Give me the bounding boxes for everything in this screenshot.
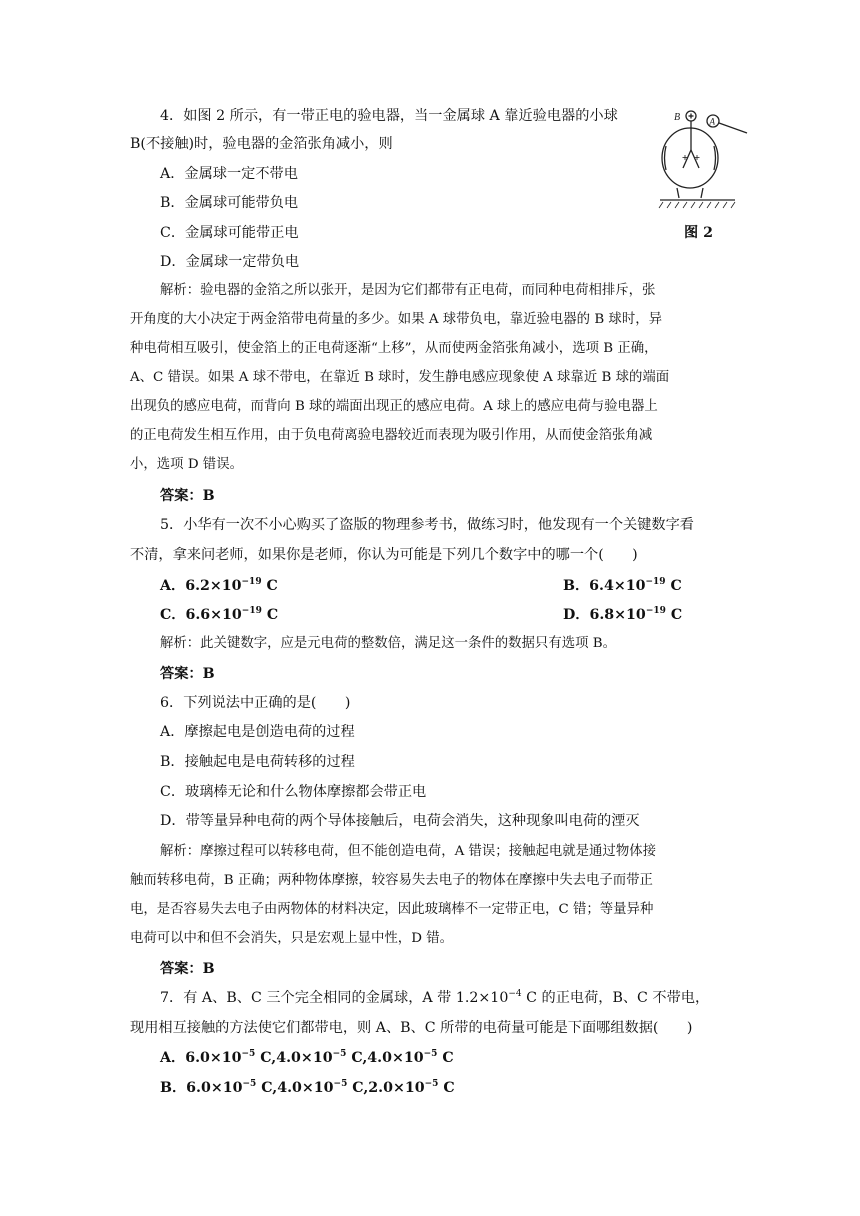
figure-label-a: A [709,116,715,127]
q4-stem-line-2: B(不接触)时，验电器的金箔张角减小，则 [130,136,393,152]
electroscope-foil-left [683,150,691,168]
q5-option-a: A．$6.2\times 10^{-19}$ C [160,577,278,594]
q5-options-row-1 [160,576,682,596]
q4-analysis-line-1: 解析：验电器的金箔之所以张开，是因为它们都带有正电荷，而同种电荷相排斥，张 [160,283,656,298]
figure-caption: 图 2 [684,225,713,241]
q6-analysis-line-2: 触而转移电荷，B 正确；两种物体摩擦，较容易失去电子的物体在摩擦中失去电子而带正 [130,873,653,888]
q6-analysis-line-1: 解析：摩擦过程可以转移电荷，但不能创造电荷，A 错误；接触起电就是通过物体接 [160,844,656,859]
q6-analysis-line-4: 电荷可以中和但不会消失，只是宏观上显中性，D 错。 [130,931,453,946]
q6-option-c: C．玻璃棒无论和什么物体摩擦都会带正电 [160,784,427,800]
electroscope-figure [655,106,755,212]
q5-stem-line-2: 不清，拿来问老师，如果你是老师，你认为可能是下列几个数字中的哪一个( ) [130,547,638,563]
q4-option-b: B．金属球可能带负电 [160,195,299,211]
q4-stem-line-1: 4．如图 2 所示，有一带正电的验电器，当一金属球 A 靠近验电器的小球 [160,108,618,124]
q4-analysis-line-7: 小，选项 D 错误。 [130,457,243,472]
q6-analysis-line-3: 电，是否容易失去电子由两物体的材料决定，因此玻璃棒不一定带正电，C 错；等量异种 [130,902,654,917]
q5-options-row-2 [160,605,683,625]
q6-stem: 6．下列说法中正确的是( ) [160,695,351,711]
q7-option-b: B．$6.0\times 10^{-5}$ $C,4.0\times 10^{-5}$ $C,2.0\times 10^{-5}$ C [160,1079,455,1096]
insulating-handle [719,123,747,133]
q6-option-b: B．接触起电是电荷转移的过程 [160,754,355,770]
electroscope-foil-right [691,150,699,168]
electroscope-case [662,128,718,188]
q6-answer: 答案：B [160,961,215,977]
q5-stem-line-1: 5．小华有一次不小心购买了盗版的物理参考书，做练习时，他发现有一个关键数字看 [160,517,694,533]
q4-analysis-line-4: A、C 错误。如果 A 球不带电，在靠近 B 球时，发生静电感应现象使 A 球靠近 B 球的端面 [130,370,670,385]
q4-analysis-line-2: 开角度的大小决定于两金箔带电荷量的多少。如果 A 球带负电，靠近验电器的 B 球时，异 [130,312,662,327]
q5-option-d: D．$6.8\times 10^{-19}$ C [563,606,683,623]
q4-analysis-line-5: 出现负的感应电荷，而背向 B 球的端面出现正的感应电荷。A 球上的感应电荷与验电器上 [130,399,658,414]
q7-stem-line-1: 7．有 A、B、C 三个完全相同的金属球，A 带 $1.2\times 10^{-4}$ C 的正电荷，B、C 不带电， [160,989,710,1006]
q4-analysis-line-3: 种电荷相互吸引，使金箔上的正电荷逐渐“上移”，从而使两金箔张角减小，选项 B 正确， [130,341,658,356]
q6-option-a: A．摩擦起电是创造电荷的过程 [160,724,355,740]
q7-option-a: A．$6.0\times 10^{-5}$ $C,4.0\times 10^{-5}$ $C,4.0\times 10^{-5}$ C [160,1049,454,1066]
q4-option-d: D．金属球一定带负电 [160,254,300,270]
q4-answer: 答案：B [160,488,215,504]
q5-answer: 答案：B [160,666,215,682]
q5-analysis: 解析：此关键数字，应是元电荷的整数倍，满足这一条件的数据只有选项 B。 [160,636,616,651]
q6-option-d: D．带等量异种电荷的两个导体接触后，电荷会消失，这种现象叫电荷的湮灭 [160,813,640,829]
q5-option-b: B．$6.4\times 10^{-19}$ C [563,577,682,594]
q4-option-a: A．金属球一定不带电 [160,166,298,182]
figure-label-b: B [674,112,681,123]
q7-stem-line-2: 现用相互接触的方法使它们都带电，则 A、B、C 所带的电荷量可能是下面哪组数据( ) [130,1020,693,1036]
q4-option-c: C．金属球可能带正电 [160,225,299,241]
q5-option-c: C．$6.6\times 10^{-19}$ C [160,606,279,623]
q4-analysis-line-6: 的正电荷发生相互作用，由于负电荷离验电器较近而表现为吸引作用，从而使金箔张角减 [130,428,653,443]
